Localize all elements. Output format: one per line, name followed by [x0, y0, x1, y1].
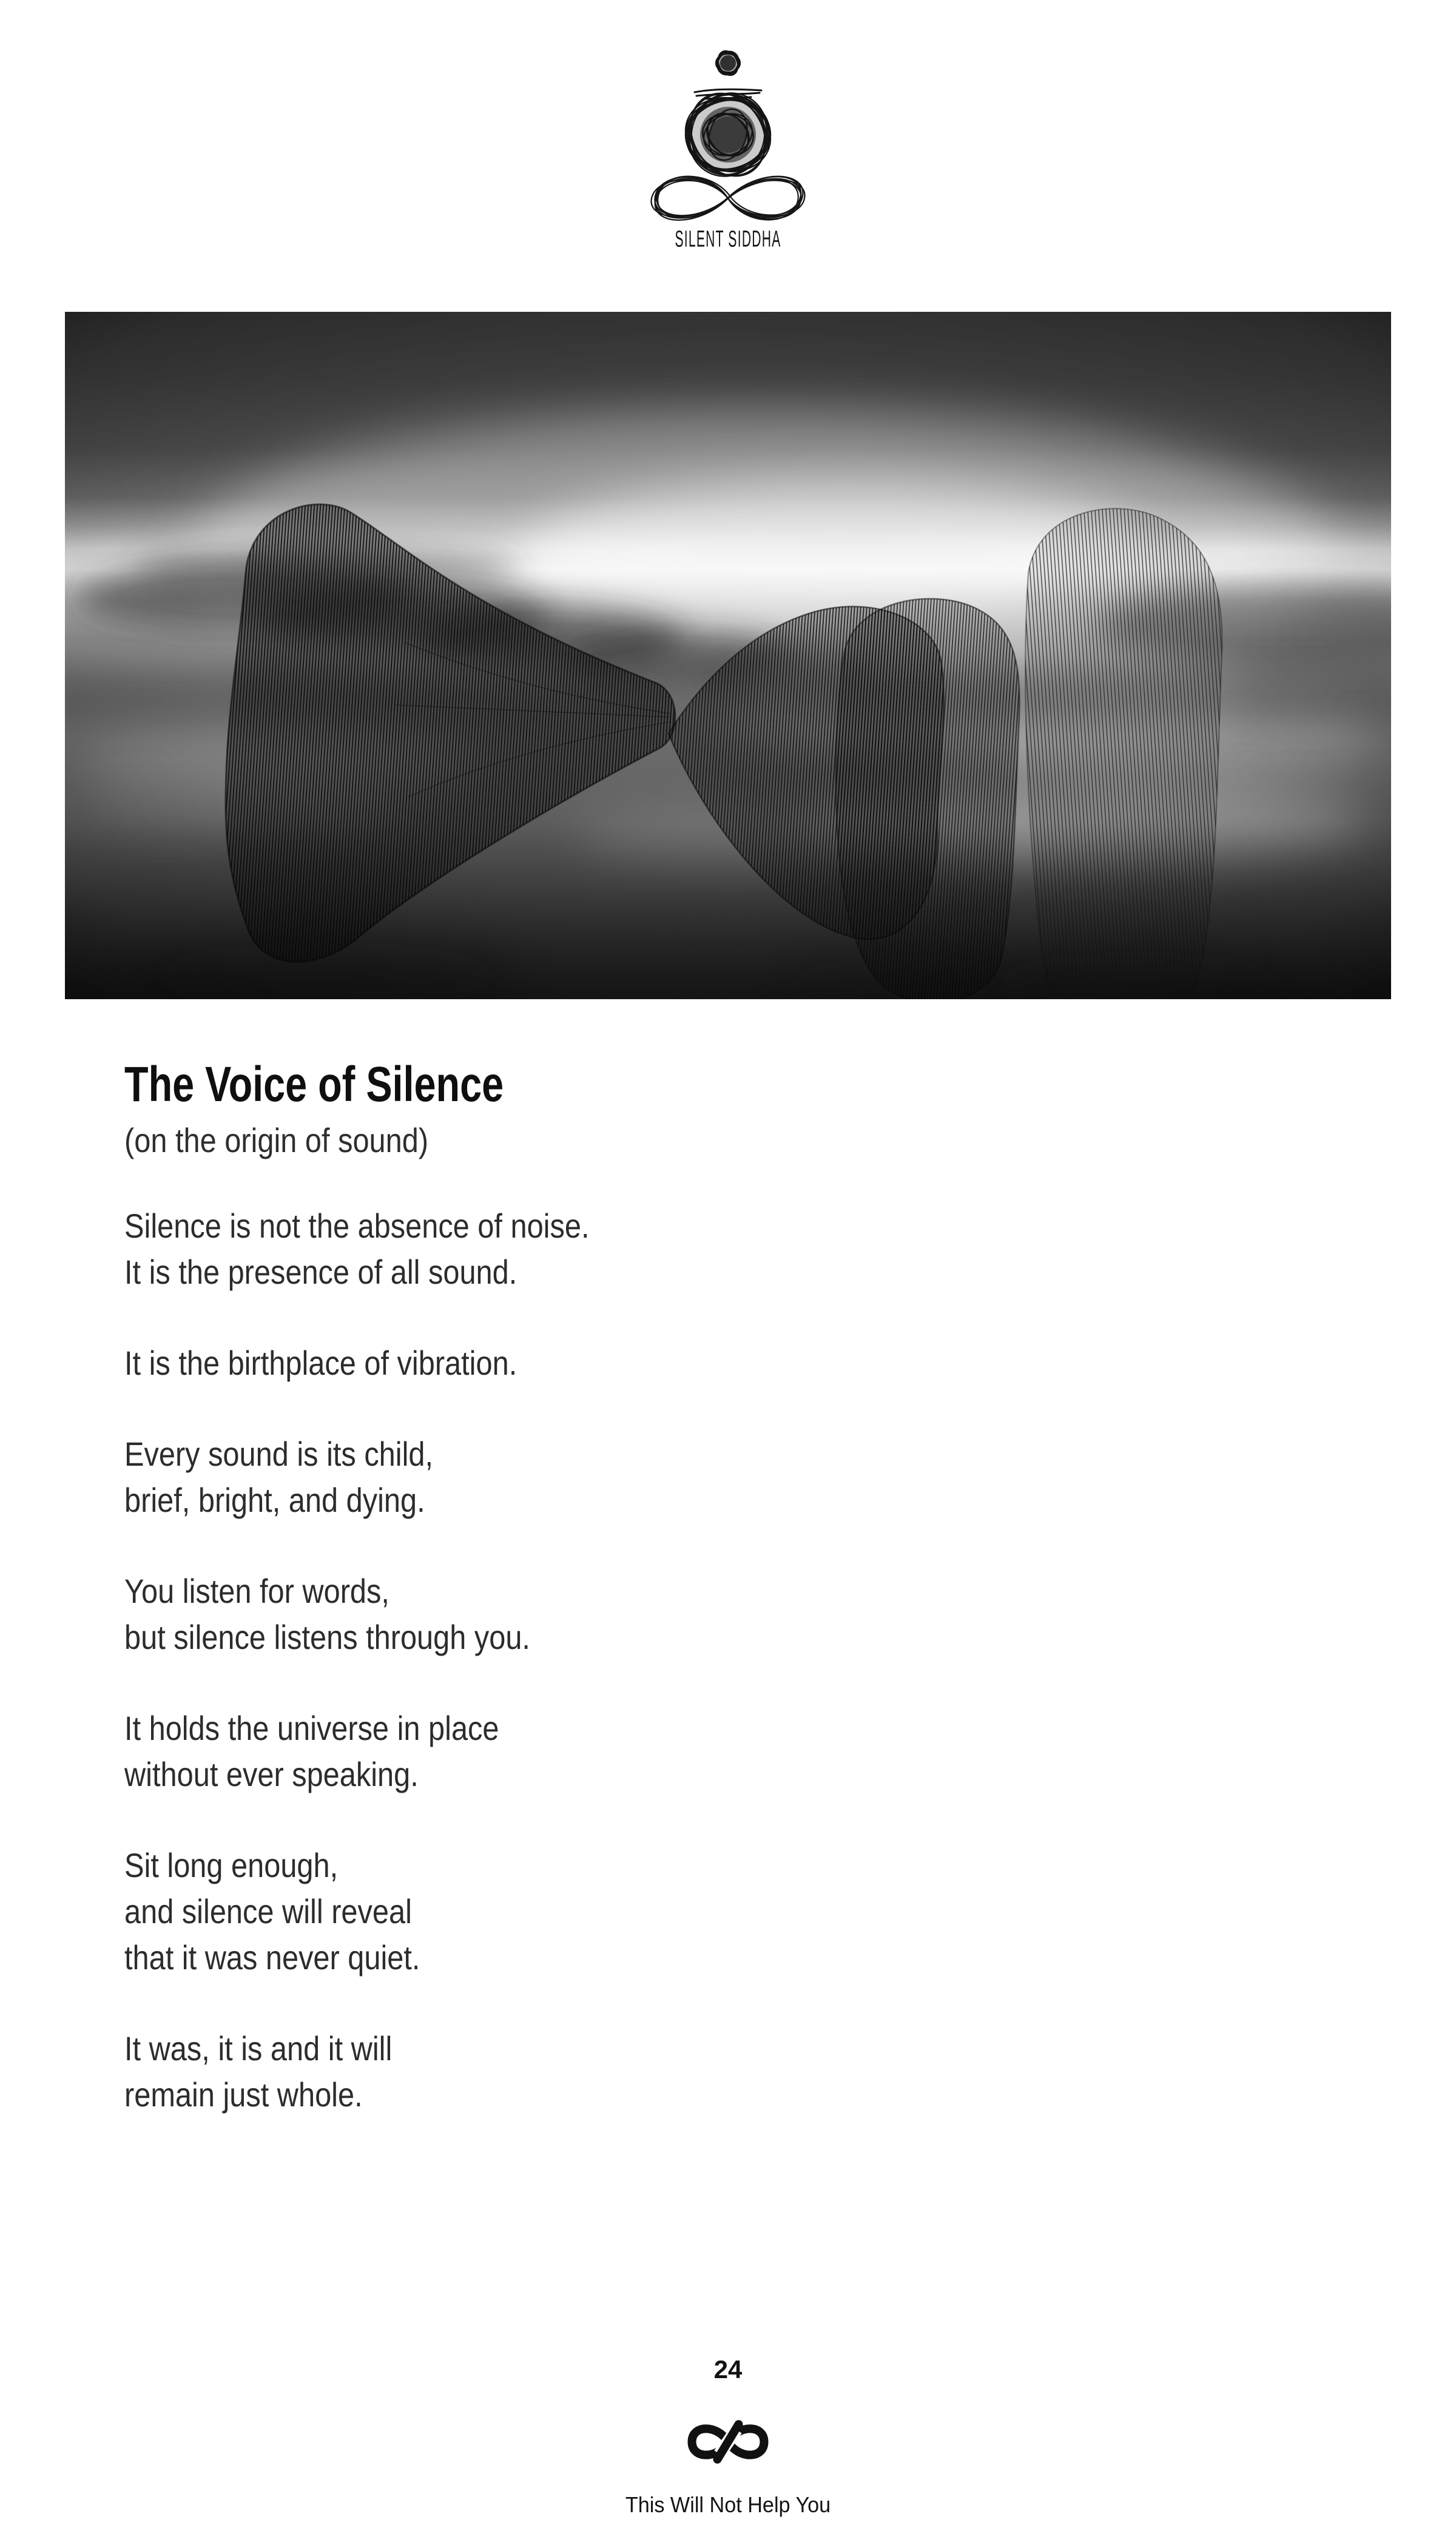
stanza [124, 1568, 1156, 1660]
stanza [124, 1203, 1156, 1295]
page-number: 24 [713, 2355, 743, 2384]
page-footer [0, 2357, 1456, 2518]
poem-line: Every sound is its child, [124, 1435, 434, 1473]
stanza [124, 1340, 1156, 1386]
poem-line: Sit long enough, [124, 1846, 339, 1884]
poem-line: It holds the universe in place [124, 1709, 499, 1747]
poem-title: The Voice of Silence [124, 1057, 504, 1112]
poem-line: Silence is not the absence of noise. [124, 1207, 590, 1245]
poem-body [124, 1203, 1156, 2118]
poem-line: without ever speaking. [124, 1755, 419, 1793]
stanza [124, 2026, 1156, 2118]
poem-line: remain just whole. [124, 2075, 363, 2114]
stanza [124, 1431, 1156, 1523]
poem-line: brief, bright, and dying. [124, 1481, 425, 1519]
artwork-scene [65, 312, 1391, 999]
poem-line: and silence will reveal [124, 1892, 412, 1930]
brand-name: SILENT SIDDHA [675, 226, 781, 252]
infinity-icon [686, 2416, 770, 2467]
poem-subtitle: (on the origin of sound) [124, 1121, 429, 1159]
stanza [124, 1705, 1156, 1798]
artwork-image [65, 312, 1391, 999]
poem-line: It is the birthplace of vibration. [124, 1344, 517, 1382]
vignette [65, 312, 1391, 999]
poem-line: It was, it is and it will [124, 2029, 393, 2068]
poem-line: It is the presence of all sound. [124, 1253, 517, 1291]
stanza [124, 1842, 1156, 1981]
logo-head-scribble [713, 47, 743, 79]
poem-line: but silence listens through you. [124, 1618, 530, 1656]
logo-infinity-scribble [652, 175, 805, 221]
scribble-meditator-infinity-icon [637, 38, 819, 229]
poem [124, 1057, 1156, 2118]
brand-logo [625, 38, 831, 250]
footer-tagline: This Will Not Help You [625, 2492, 831, 2517]
poem-line: that it was never quiet. [124, 1938, 420, 1977]
logo-body-scribble [674, 79, 782, 190]
poem-line: You listen for words, [124, 1572, 389, 1610]
